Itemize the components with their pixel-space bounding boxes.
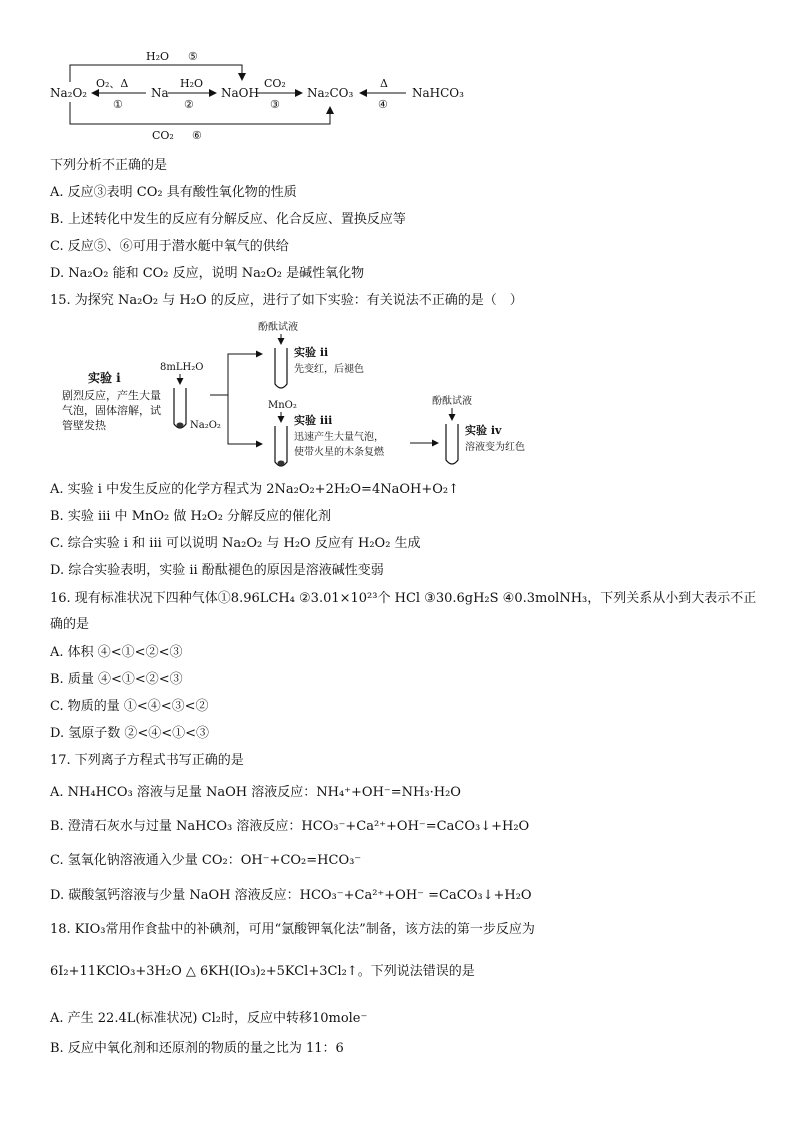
q17-stem: 17. 下列离子方程式书写正确的是: [50, 753, 244, 768]
num-6: ⑥: [192, 129, 202, 142]
q18-stem-line1: 18. KIO₃常用作食盐中的补碘剂，可用“氯酸钾氧化法”制备，该方法的第一步反应为: [50, 922, 535, 937]
species-nahco3: NaHCO₃: [412, 86, 464, 100]
q14-prompt: 下列分析不正确的是: [50, 158, 168, 173]
q16-option-b[interactable]: B. 质量 ④<①<②<③: [50, 672, 183, 687]
num-3: ③: [270, 98, 280, 111]
q17-option-c[interactable]: C. 氢氧化钠溶液通入少量 CO₂：OH⁻+CO₂=HCO₃⁻: [50, 853, 362, 868]
q14-option-c[interactable]: C. 反应⑤、⑥可用于潜水艇中氧气的供给: [50, 239, 289, 254]
species-naoh: NaOH: [221, 86, 259, 100]
species-na2o2: Na₂O₂: [50, 86, 88, 100]
cond-5: H₂O: [146, 50, 170, 63]
exp1-desc-1: 剧烈反应，产生大量: [62, 389, 161, 402]
q17-option-a[interactable]: A. NH₄HCO₃ 溶液与足量 NaOH 溶液反应：NH₄⁺+OH⁻=NH₃·H₂O: [50, 785, 461, 800]
q16-option-c[interactable]: C. 物质的量 ①<④<③<②: [50, 699, 209, 714]
num-1: ①: [113, 98, 123, 111]
phenol-top-label: 酚酞试液: [258, 322, 298, 333]
test-tube-iii: [275, 426, 287, 466]
test-tube-i: [174, 388, 186, 428]
cond-4: Δ: [380, 77, 388, 90]
species-na2co3: Na₂CO₃: [307, 86, 354, 100]
exp3-desc-2: 使带火星的木条复燃: [294, 447, 384, 458]
cond-3: CO₂: [264, 77, 286, 90]
mno2-label: MnO₂: [268, 400, 297, 411]
exp1-title: 实验 i: [88, 371, 121, 385]
exp3-desc-1: 迅速产生大量气泡，: [294, 432, 384, 443]
q17-option-d[interactable]: D. 碳酸氢钙溶液与少量 NaOH 溶液反应：HCO₃⁻+Ca²⁺+OH⁻ =CaCO₃↓+H₂O: [50, 888, 532, 903]
q16-stem-line1: 16. 现有标准状况下四种气体①8.96LCH₄ ②3.01×10²³个 HCl ③30.6gH₂S ④0.3molNH₃，下列关系从小到大表示不正: [50, 591, 757, 606]
branch-connector-lower: [228, 395, 262, 444]
exp2-title: 实验 ii: [294, 346, 329, 359]
q15-option-b[interactable]: B. 实验 iii 中 MnO₂ 做 H₂O₂ 分解反应的催化剂: [50, 509, 332, 524]
q16-option-d[interactable]: D. 氢原子数 ②<④<①<③: [50, 726, 210, 741]
cond-2: H₂O: [180, 77, 204, 90]
exp4-desc: 溶液变为红色: [465, 442, 525, 453]
q14-option-a[interactable]: A. 反应③表明 CO₂ 具有酸性氧化物的性质: [50, 185, 297, 200]
exp2-desc: 先变红，后褪色: [294, 364, 364, 375]
species-na: Na: [151, 86, 169, 100]
q14-option-b[interactable]: B. 上述转化中发生的反应有分解反应、化合反应、置换反应等: [50, 212, 406, 227]
q16-stem-line2: 确的是: [50, 617, 90, 632]
branch-connector: [210, 354, 262, 395]
test-tube-ii: [275, 348, 287, 388]
q15-experiment-figure: [0, 0, 794, 480]
num-4: ④: [378, 98, 388, 111]
test-tube-iv: [446, 424, 458, 464]
q15-option-a[interactable]: A. 实验 i 中发生反应的化学方程式为 2Na₂O₂+2H₂O=4NaOH+O₂↑: [50, 482, 459, 497]
q15-stem: 15. 为探究 Na₂O₂ 与 H₂O 的反应，进行了如下实验：有关说法不正确的是（ ）: [50, 293, 523, 308]
cond-1: O₂、Δ: [96, 77, 129, 90]
exp1-desc-2: 气泡，固体溶解，试: [62, 404, 161, 417]
q18-option-b[interactable]: B. 反应中氧化剂和还原剂的物质的量之比为 11：6: [50, 1041, 344, 1056]
q16-option-a[interactable]: A. 体积 ④<①<②<③: [50, 645, 183, 660]
q15-option-c[interactable]: C. 综合实验 i 和 iii 可以说明 Na₂O₂ 与 H₂O 反应有 H₂O₂ 生成: [50, 536, 421, 551]
cond-6: CO₂: [152, 129, 174, 142]
na2o2-label: Na₂O₂: [190, 420, 221, 431]
exp3-title: 实验 iii: [294, 414, 333, 427]
num-2: ②: [184, 98, 194, 111]
exp1-desc-3: 管壁发热: [62, 419, 106, 432]
exp4-title: 实验 iv: [465, 424, 502, 437]
q18-option-a[interactable]: A. 产生 22.4L(标准状况) Cl₂时，反应中转移10mole⁻: [50, 1011, 368, 1026]
q17-option-b[interactable]: B. 澄清石灰水与过量 NaHCO₃ 溶液反应：HCO₃⁻+Ca²⁺+OH⁻=CaCO₃↓+H₂O: [50, 819, 530, 834]
q15-option-d[interactable]: D. 综合实验表明，实验 ii 酚酞褪色的原因是溶液碱性变弱: [50, 563, 384, 578]
phenol-right-label: 酚酞试液: [432, 396, 472, 407]
num-5: ⑤: [188, 50, 198, 63]
water-label: 8mLH₂O: [160, 362, 204, 373]
q18-stem-line2: 6I₂+11KClO₃+3H₂O △ 6KH(IO₃)₂+5KCl+3Cl₂↑。下列说法错误的是: [50, 964, 475, 979]
q14-option-d[interactable]: D. Na₂O₂ 能和 CO₂ 反应，说明 Na₂O₂ 是碱性氧化物: [50, 266, 365, 281]
